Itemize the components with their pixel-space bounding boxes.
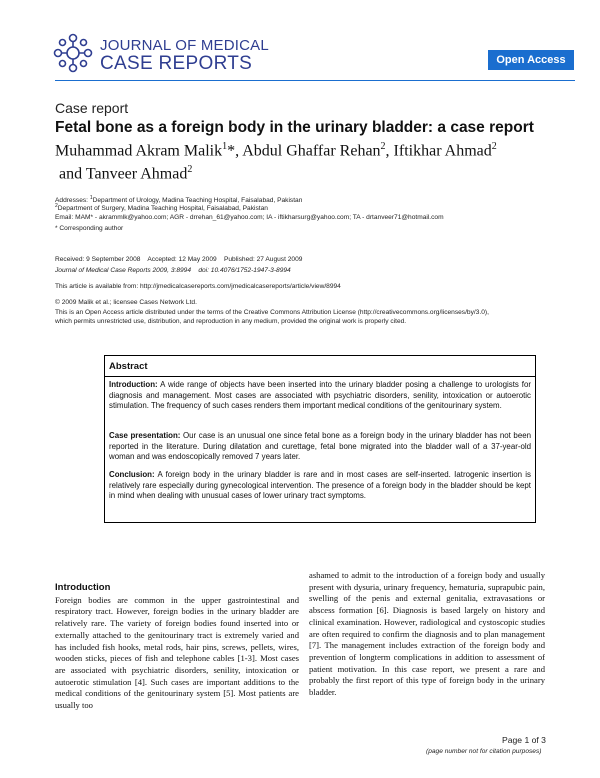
author-emails: Email: MAM* - akrammlk@yahoo.com; AGR - drrehan_61@yahoo.com; IA - iftikharsurg@yahoo.com; TA - drtanveer71@hotmail.com xyxy=(55,214,444,221)
abstract-introduction xyxy=(109,380,531,412)
body-column-right xyxy=(309,570,545,699)
corresponding-author-note: * Corresponding author xyxy=(55,225,124,232)
introduction-text-left: Foreign bodies are common in the upper gastrointestinal and respiratory tract. However, foreign bodies in the urinary bladder are relatively rare. The variety of foreign bodies found inserted into or externally attached to the genitourinary tract is extremely varied and has included fish hooks, metal rods, hair pins, screws, pellets, wires, wooden sticks, pieces of fish and telephone cables [1-3]. Most cases are associated with psychiatric disorders, senility, intoxication or autoerotic stimulation [4]. Such cases are important additions to the medical conditions of the genitourinary system [5]. Most patients are usually too xyxy=(55,594,299,711)
author-separator: *, xyxy=(227,142,243,160)
publication-dates: Received: 9 September 2008 Accepted: 12 May 2009 Published: 27 August 2009 xyxy=(55,256,303,263)
author-affiliation-sup: 2 xyxy=(187,164,193,176)
page-number: Page 1 of 3 xyxy=(502,735,546,745)
abstract-heading: Abstract xyxy=(109,361,148,372)
author-affiliation-sup: 2 xyxy=(491,141,497,152)
abstract-case-text: Our case is an unusual one since fetal bone as a foreign body in the urinary bladder has not been reported in the literature. During dilatation and curettage, fetal bone migrated into the bladder wall of a 37-year-old woman and was endoscopically removed 7 years later. xyxy=(109,431,531,462)
open-access-badge: Open Access xyxy=(488,50,574,70)
journal-name-line2: CASE REPORTS xyxy=(100,53,253,74)
article-url: This article is available from: http://jmedicalcasereports.com/jmedicalcasereports/article/view/8994 xyxy=(55,283,341,290)
author-separator: , xyxy=(385,142,394,160)
citation-line: Journal of Medical Case Reports 2009, 3:8994 doi: 10.4076/1752-1947-3-8994 xyxy=(55,267,291,274)
journal-name-line1: JOURNAL OF MEDICAL xyxy=(100,37,269,54)
abstract-conclusion-text: A foreign body in the urinary bladder is rare and in most cases are self-inserted. Iatrogenic insertion is relatively rare especially during gynecological intervention. The presence of a foreign body in the bladder should be kept in mind when dealing with unusual cases of lower urinary tract symptoms. xyxy=(109,470,531,501)
introduction-text-right: ashamed to admit to the introduction of a foreign body and usually present with dysuria, urinary frequency, hematuria, suprapubic pain, swelling of the penis and external genitalia, extravasations or abscess formation [6]. Diagnosis is based largely on history and clinical examination. However, radiological and cystoscopic studies are often required to confirm the diagnosis and to plan management [7]. The management includes extraction of the foreign body and prevention of longterm complications in addition to assessment of patient motivation. In this case report, we present a rare and probably the first report of this type of foreign body in the urinary bladder. xyxy=(309,570,545,698)
license-line-2: which permits unrestricted use, distribution, and reproduction in any medium, provided the original work is properly cited. xyxy=(55,318,407,325)
journal-logo xyxy=(50,30,310,76)
abstract-intro-label: Introduction: xyxy=(109,380,158,389)
abstract-box xyxy=(104,355,536,523)
abstract-case-label: Case presentation: xyxy=(109,431,181,440)
page-number-note: (page number not for citation purposes) xyxy=(426,748,542,755)
header-divider xyxy=(55,80,575,81)
author-list xyxy=(55,137,575,184)
author-affiliation-sup: 1 xyxy=(222,141,228,152)
affiliation-2 xyxy=(55,203,268,212)
affiliation-sup: 2 xyxy=(55,203,58,209)
author-name: Iftikhar Ahmad xyxy=(393,142,492,160)
affiliation-text: Department of Urology, Madina Teaching Hospital, Faisalabad, Pakistan xyxy=(92,197,303,205)
abstract-conclusion-label: Conclusion: xyxy=(109,470,155,479)
affiliation-label: Addresses: xyxy=(55,197,88,205)
abstract-intro-text: A wide range of objects have been inserted into the urinary bladder posing a challenge to urologists for diagnosis and management. Most cases are associated with psychiatric disorders, senility, intoxication or autoerotic stimulation. The frequency of such cases renders them important medical conditions of the genitourinary system. xyxy=(109,380,531,411)
author-affiliation-sup: 2 xyxy=(380,141,386,152)
license-line-1: This is an Open Access article distributed under the terms of the Creative Commons Attribution License (http://creativecommons.org/licenses/by/3.0), xyxy=(55,309,489,316)
journal-emblem-icon xyxy=(50,30,96,76)
affiliation-sup: 1 xyxy=(89,195,93,201)
article-type: Case report xyxy=(55,100,129,116)
copyright-line: © 2009 Malik et al.; licensee Cases Network Ltd. xyxy=(55,299,197,306)
author-name: Tanveer Ahmad xyxy=(85,165,188,183)
introduction-heading: Introduction xyxy=(55,582,111,593)
abstract-case-presentation xyxy=(109,431,531,463)
body-column-left xyxy=(55,582,299,712)
abstract-header xyxy=(105,356,535,377)
affiliation-text: Department of Surgery, Madina Teaching Hospital, Faisalabad, Pakistan xyxy=(57,205,268,213)
abstract-conclusion xyxy=(109,470,531,502)
author-separator: and xyxy=(55,165,86,183)
author-name: Muhammad Akram Malik xyxy=(55,142,223,160)
article-title: Fetal bone as a foreign body in the urinary bladder: a case report xyxy=(55,119,534,136)
author-name: Abdul Ghaffar Rehan xyxy=(242,142,381,160)
